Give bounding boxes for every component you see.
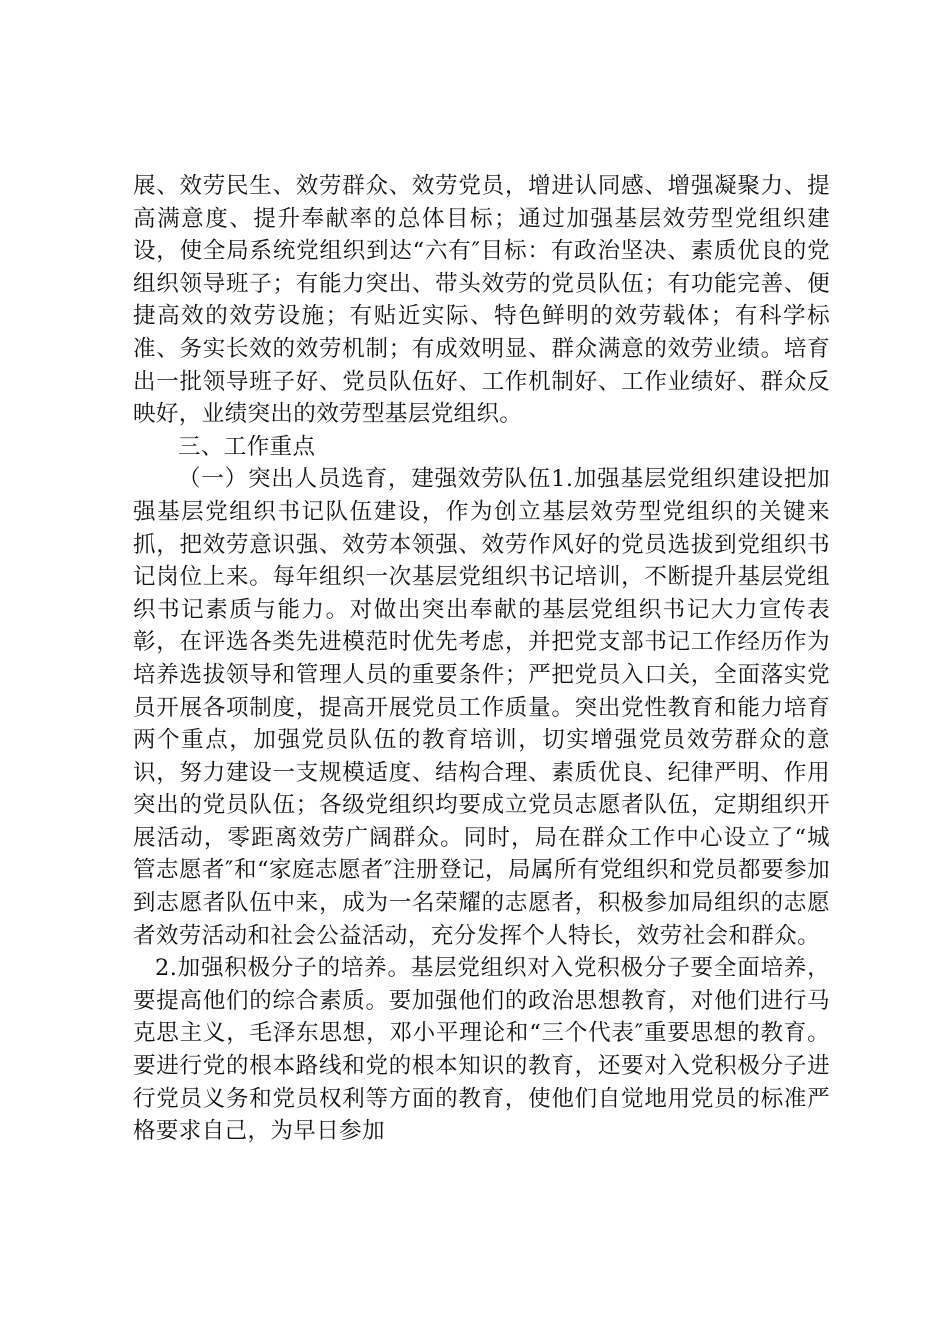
paragraph-goals: 展、效劳民生、效劳群众、效劳党员，增进认同感、增强凝聚力、提高满意度、提升奉献率的总体目标；通过加强基层效劳型党组织建设，使全局系统党组织到达“六有″目标：有政治坚决、素质优良的党组织领导班子；有能力突出、带头效劳的党员队伍；有功能完善、便捷高效的效劳设施；有贴近实际、特色鲜明的效劳载体；有科学标准、务实长效的效劳机制；有成效明显、群众满意的效劳业绩。培育出一批领导班子好、党员队伍好、工作机制好、工作业绩好、群众反映好，业绩突出的效劳型基层党组织。 [133, 173, 830, 428]
section-heading-work-focus: 三、工作重点 [178, 433, 316, 460]
paragraph-personnel-selection: （一）突出人员选育，建强效劳队伍1.加强基层党组织建设把加强基层党组织书记队伍建设，作为创立基层效劳型党组织的关键来抓，把效劳意识强、效劳本领强、效劳作风好的党员选拔到党组织书记岗位上来。每年组织一次基层党组织书记培训，不断提升基层党组织书记素质与能力。对做出突出奉献的基层党组织书记大力宣传表彰，在评选各类先进模范时优先考虑，并把党支部书记工作经历作为培养选拔领导和管理人员的重要条件；严把党员入口关，全面落实党员开展各项制度，提高开展党员工作质量。突出党性教育和能力培育两个重点，加强党员队伍的教育培训，切实增强党员效劳群众的意识，努力建设一支规模适度、结构合理、素质优良、纪律严明、作用突出的党员队伍；各级党组织均要成立党员志愿者队伍，定期组织开展活动，零距离效劳广阔群众。同时，局在群众工作中心设立了“城管志愿者″和“家庭志愿者″注册登记，局属所有党组织和党员都要参加到志愿者队伍中来，成为一名荣耀的志愿者，积极参加局组织的志愿者效劳活动和社会公益活动，充分发挥个人特长，效劳社会和群众。 [133, 466, 830, 949]
document-body [133, 170, 830, 1148]
paragraph-activist-training: 2.加强积极分子的培养。基层党组织对入党积极分子要全面培养，要提高他们的综合素质。要加强他们的政治思想教育，对他们进行马克思主义，毛泽东思想，邓小平理论和“三个代表″重要思想的教育。要进行党的根本路线和党的根本知识的教育，还要对入党积极分子进行党员义务和党员权利等方面的教育，使他们自觉地用党员的标准严格要求自己，为早日参加 [133, 955, 830, 1145]
